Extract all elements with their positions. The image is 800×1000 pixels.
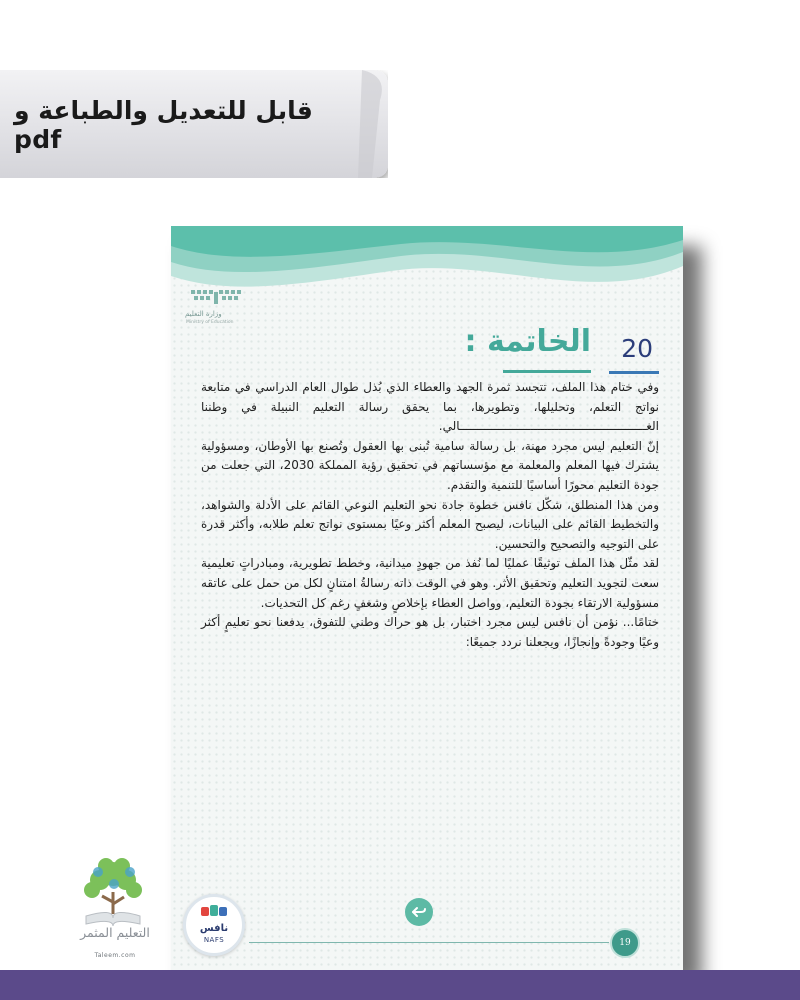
header-waves (171, 226, 683, 316)
chapter-number-underline (609, 371, 659, 374)
paragraph: إنّ التعليم ليس مجرد مهنة، بل رسالة سامية تُبنى بها العقول وتُصنع بها الأوطان، ومسؤولية يشترك فيها المعلم والمعلمة مع مؤسساتهم في تحقيق رؤية المملكة 2030، التي جعلت من جودة التعليم محورًا أساسيًا للتنمية والتقدم. (201, 438, 659, 492)
brand-url: Taleem.com (94, 952, 136, 959)
nafs-logo-ar: نافس (199, 923, 229, 934)
paragraph: وفي ختام هذا الملف، تتجسد ثمرة الجهد والعطاء الذي بُذل طوال العام الدراسي في متابعة نواتج التعلم، وتحليلها، وتطويرها، بما يحقق رسالة التعليم النبيلة في وطننا الغـــــــــــــــــــــــــــــــــــــــــــــــــــــالي. (201, 380, 659, 434)
nafs-logo-en: NAFS (203, 936, 225, 944)
chapter-title: الخاتمة : (464, 324, 591, 359)
nafs-badges-icon (200, 903, 228, 921)
chapter-title-underline (503, 370, 591, 373)
tree-book-icon (78, 852, 148, 962)
ministry-name-en: Ministry of Education (186, 320, 234, 325)
nafs-logo (183, 894, 245, 956)
back-button[interactable] (405, 898, 433, 926)
chapter-number: 20 (621, 334, 653, 363)
banner-text: قابل للتعديل والطباعة و pdf (14, 96, 313, 154)
bottom-bar (0, 970, 800, 1000)
footer-divider (249, 942, 609, 943)
page-number: 19 (610, 928, 640, 958)
paragraph: ختامًا... نؤمن أن نافس ليس مجرد اختبار، بل هو حراك وطني للتفوق، يدفعنا نحو تعليمٍ أكثر وعيًا وجودةً وإنجازًا، ويجعلنا نردد جميعًا: (201, 615, 659, 649)
document-page (171, 226, 683, 972)
paragraph: لقد مثّل هذا الملف توثيقًا عمليًا لما نُفذ من جهودٍ ميدانية، وخطط تطويرية، ومبادراتٍ تعليمية سعت لتجويد التعليم وتحقيق الأثر. وهو في الوقت ذاته رسالةُ امتنانٍ لكل من حمل على عاتقه مسؤولية الارتقاء بجودة التعليم، وواصل العطاء بإخلاصٍ وشغفٍ رغم كل التحديات. (201, 556, 659, 610)
paragraph: ومن هذا المنطلق، شكّل نافس خطوة جادة نحو التعليم النوعي القائم على الأدلة والشواهد، والتخطيط القائم على البيانات، ليصبح المعلم أكثر وعيًا بمستوى نواتج تعلم طلابه، وأكثر قدرة على التوجيه والتصحيح والتحسين. (201, 497, 659, 551)
conclusion-body (201, 378, 659, 652)
brand-name: التعليم المثمر (80, 925, 150, 940)
back-arrow-icon (411, 904, 427, 920)
ministry-name-ar: وزارة التعليم (185, 310, 222, 318)
